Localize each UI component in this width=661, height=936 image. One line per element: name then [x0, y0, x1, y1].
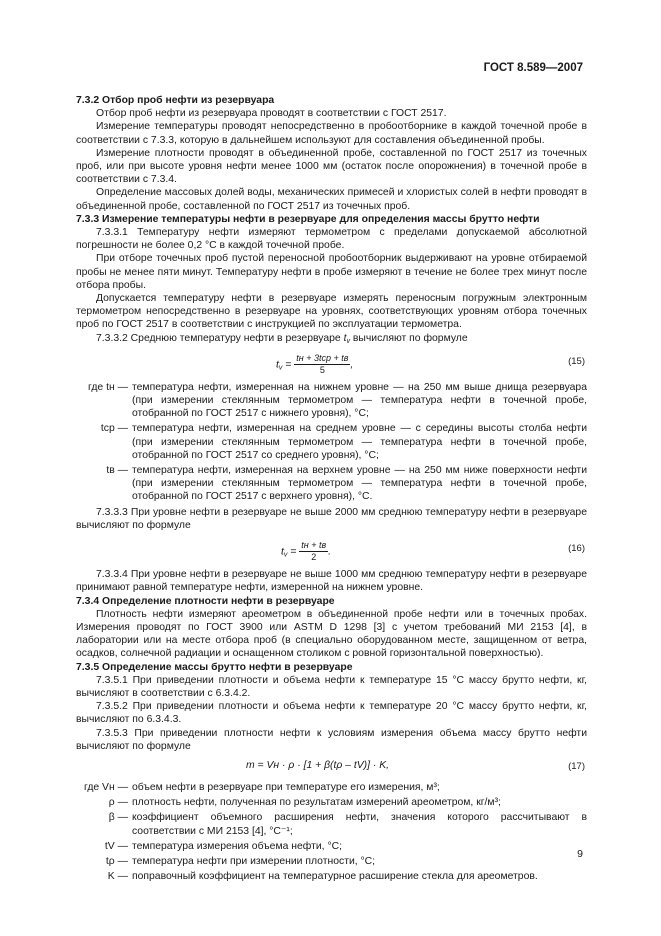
- paragraph: Допускается температуру нефти в резервуаре измерять переносным погружным электронным термометром непосредственно в резервуаре на уровнях, соответствующих уровням отбора точечных проб по ГОСТ 2517 в соответствии с инструкцией по эксплуатации термометра.: [76, 293, 587, 331]
- formula-15-expression: $t_v$ = $\frac{\text{tн + 3tср + tв}}{5}$ ,: [276, 352, 354, 375]
- paragraph: Отбор проб нефти из резервуара проводят в соответствии с ГОСТ 2517.: [96, 108, 447, 120]
- definition-row: где Vн — объем нефти в резервуаре при температуре его измерения, м³;: [84, 781, 440, 793]
- paragraph: 7.3.3.2 Среднюю температуру нефти в резервуаре $t_v$ вычисляют по формуле: [96, 332, 468, 345]
- section-heading-7-3-3: 7.3.3 Измерение температуры нефти в резервуаре для определения массы брутто нефти: [76, 213, 540, 225]
- formula-16-numerator: tн + tв: [301, 540, 327, 551]
- definition-row: где tн — температура нефти, измеренная на нижнем уровне — на 250 мм выше днища резервуара (при измерении стеклянным термометром — температура нефти в точечной пробе, отобранной по ГОСТ 2517 с нижнего уровня), °С;: [88, 381, 587, 420]
- formula-number: (15): [568, 355, 585, 367]
- section-heading-7-3-4: 7.3.4 Определение плотности нефти в резервуаре: [76, 595, 335, 607]
- paragraph: 7.3.5.1 При приведении плотности и объема нефти к температуре 15 °С массу брутто нефти, кг, вычисляют в соответствии с 6.3.4.2.: [76, 674, 587, 699]
- formula-16: [76, 534, 587, 564]
- paragraph: 7.3.3.3 При уровне нефти в резервуаре не выше 2000 мм среднюю температуру нефти в резервуаре вычисляют по формуле: [76, 506, 587, 531]
- paragraph: Измерение температуры проводят непосредственно в пробоотборнике в каждой точечной пробе в соответствии с 7.3.3, которую в дальнейшем используют для составления объединенной пробы.: [76, 121, 587, 146]
- paragraph: При отборе точечных проб пустой переносной пробоотборник выдерживают на уровне отбираемой пробы не менее пяти минут. Температуру нефти в пробе измеряют в течение не более трех минут после отбора пробы.: [76, 253, 587, 291]
- section-heading-7-3-5: 7.3.5 Определение массы брутто нефти в резервуаре: [76, 661, 353, 673]
- formula-number: (17): [568, 760, 585, 772]
- definition-row: ρ — плотность нефти, полученная по результатам измерений ареометром, кг/м³;: [108, 797, 501, 809]
- paragraph: Определение массовых долей воды, механических примесей и хлористых солей в нефти проводят в объединенной пробе, составленной по ГОСТ 2517 из точечных проб.: [76, 187, 587, 212]
- definition-row: tV — температура измерения объема нефти, °С;: [104, 840, 342, 852]
- paragraph: 7.3.3.4 При уровне нефти в резервуаре не выше 1000 мм среднюю температуру нефти в резервуаре принимают равной температуре нефти, измеренной на нижнем уровне.: [76, 569, 587, 594]
- formula-16-expression: $t_v$ = $\frac{tн + tв}{2}$ .: [281, 540, 332, 563]
- formula-17: [76, 755, 587, 777]
- definitions-list: [76, 381, 587, 504]
- definition-row: β — коэффициент объемного расширения нефти, значения которого рассчитывают в соответствии с МИ 2153 [4], °С⁻¹;: [108, 812, 587, 837]
- definition-row: tв — температура нефти, измеренная на верхнем уровне — на 250 мм ниже поверхности нефти (при измерении стеклянным термометром — температура нефти в точечной пробе, отобранной по ГОСТ 2517 с верхнего уровня), °С.: [106, 465, 587, 503]
- formula-number: (16): [568, 543, 585, 555]
- section-heading-7-3-2: 7.3.2 Отбор проб нефти из резервуара: [76, 95, 275, 106]
- paragraph: Измерение плотности проводят в объединенной пробе, составленной по ГОСТ 2517 из точечных проб, или при высоте уровня нефти менее 1000 мм (остаток после опорожнения) в точечной пробе в соответствии с 7.3.4.: [76, 147, 587, 186]
- formula-17-expression: m = Vн · ρ · [1 + β(tρ – tV)] · K,: [246, 759, 390, 771]
- formula-16-denominator: 2: [311, 552, 317, 563]
- definition-row: tρ — температура нефти при измерении плотности, °С;: [105, 855, 376, 867]
- definition-row: K — поправочный коэффициент на температурное расширение стекла для ареометров.: [107, 871, 538, 883]
- page-number: 9: [577, 848, 583, 860]
- definitions-list: [76, 781, 587, 883]
- formula-15-denominator: 5: [319, 364, 325, 375]
- definition-row: tср — температура нефти, измеренная на среднем уровне — с середины высоты столба нефти (при измерении стеклянным термометром — температура нефти в точечной пробе, отобранной по ГОСТ 2517 со среднего уровня), °С;: [100, 423, 587, 461]
- page-content: [76, 94, 587, 885]
- paragraph: Плотность нефти измеряют ареометром в объединенной пробе нефти или в точечных пробах. Измерения проводят по ГОСТ 3900 или ASTM D 1298 [3] с учетом требований МИ 2153 [4], в лаборатории или на месте отбора проб (в специально оборудованном месте, защищенном от ветра, осадков, солнечной радиации и оснащенном столиком с ровной горизонтальной поверхностью).: [76, 608, 587, 660]
- document-id: ГОСТ 8.589—2007: [483, 62, 583, 74]
- paragraph: 7.3.3.1 Температуру нефти измеряют термометром с пределами допускаемой абсолютной погрешности не более 0,2 °С в каждой точечной пробе.: [76, 227, 587, 252]
- formula-15-numerator: tн + 3tср + tв: [296, 352, 349, 363]
- paragraph: 7.3.5.2 При приведении плотности и объема нефти к температуре 20 °С массу брутто нефти, кг, вычисляют по 6.3.4.3.: [76, 701, 587, 726]
- formula-15: [76, 347, 587, 377]
- paragraph: 7.3.5.3 При приведении плотности нефти к условиям измерения объема массу брутто нефти вычисляют по формуле: [76, 727, 587, 752]
